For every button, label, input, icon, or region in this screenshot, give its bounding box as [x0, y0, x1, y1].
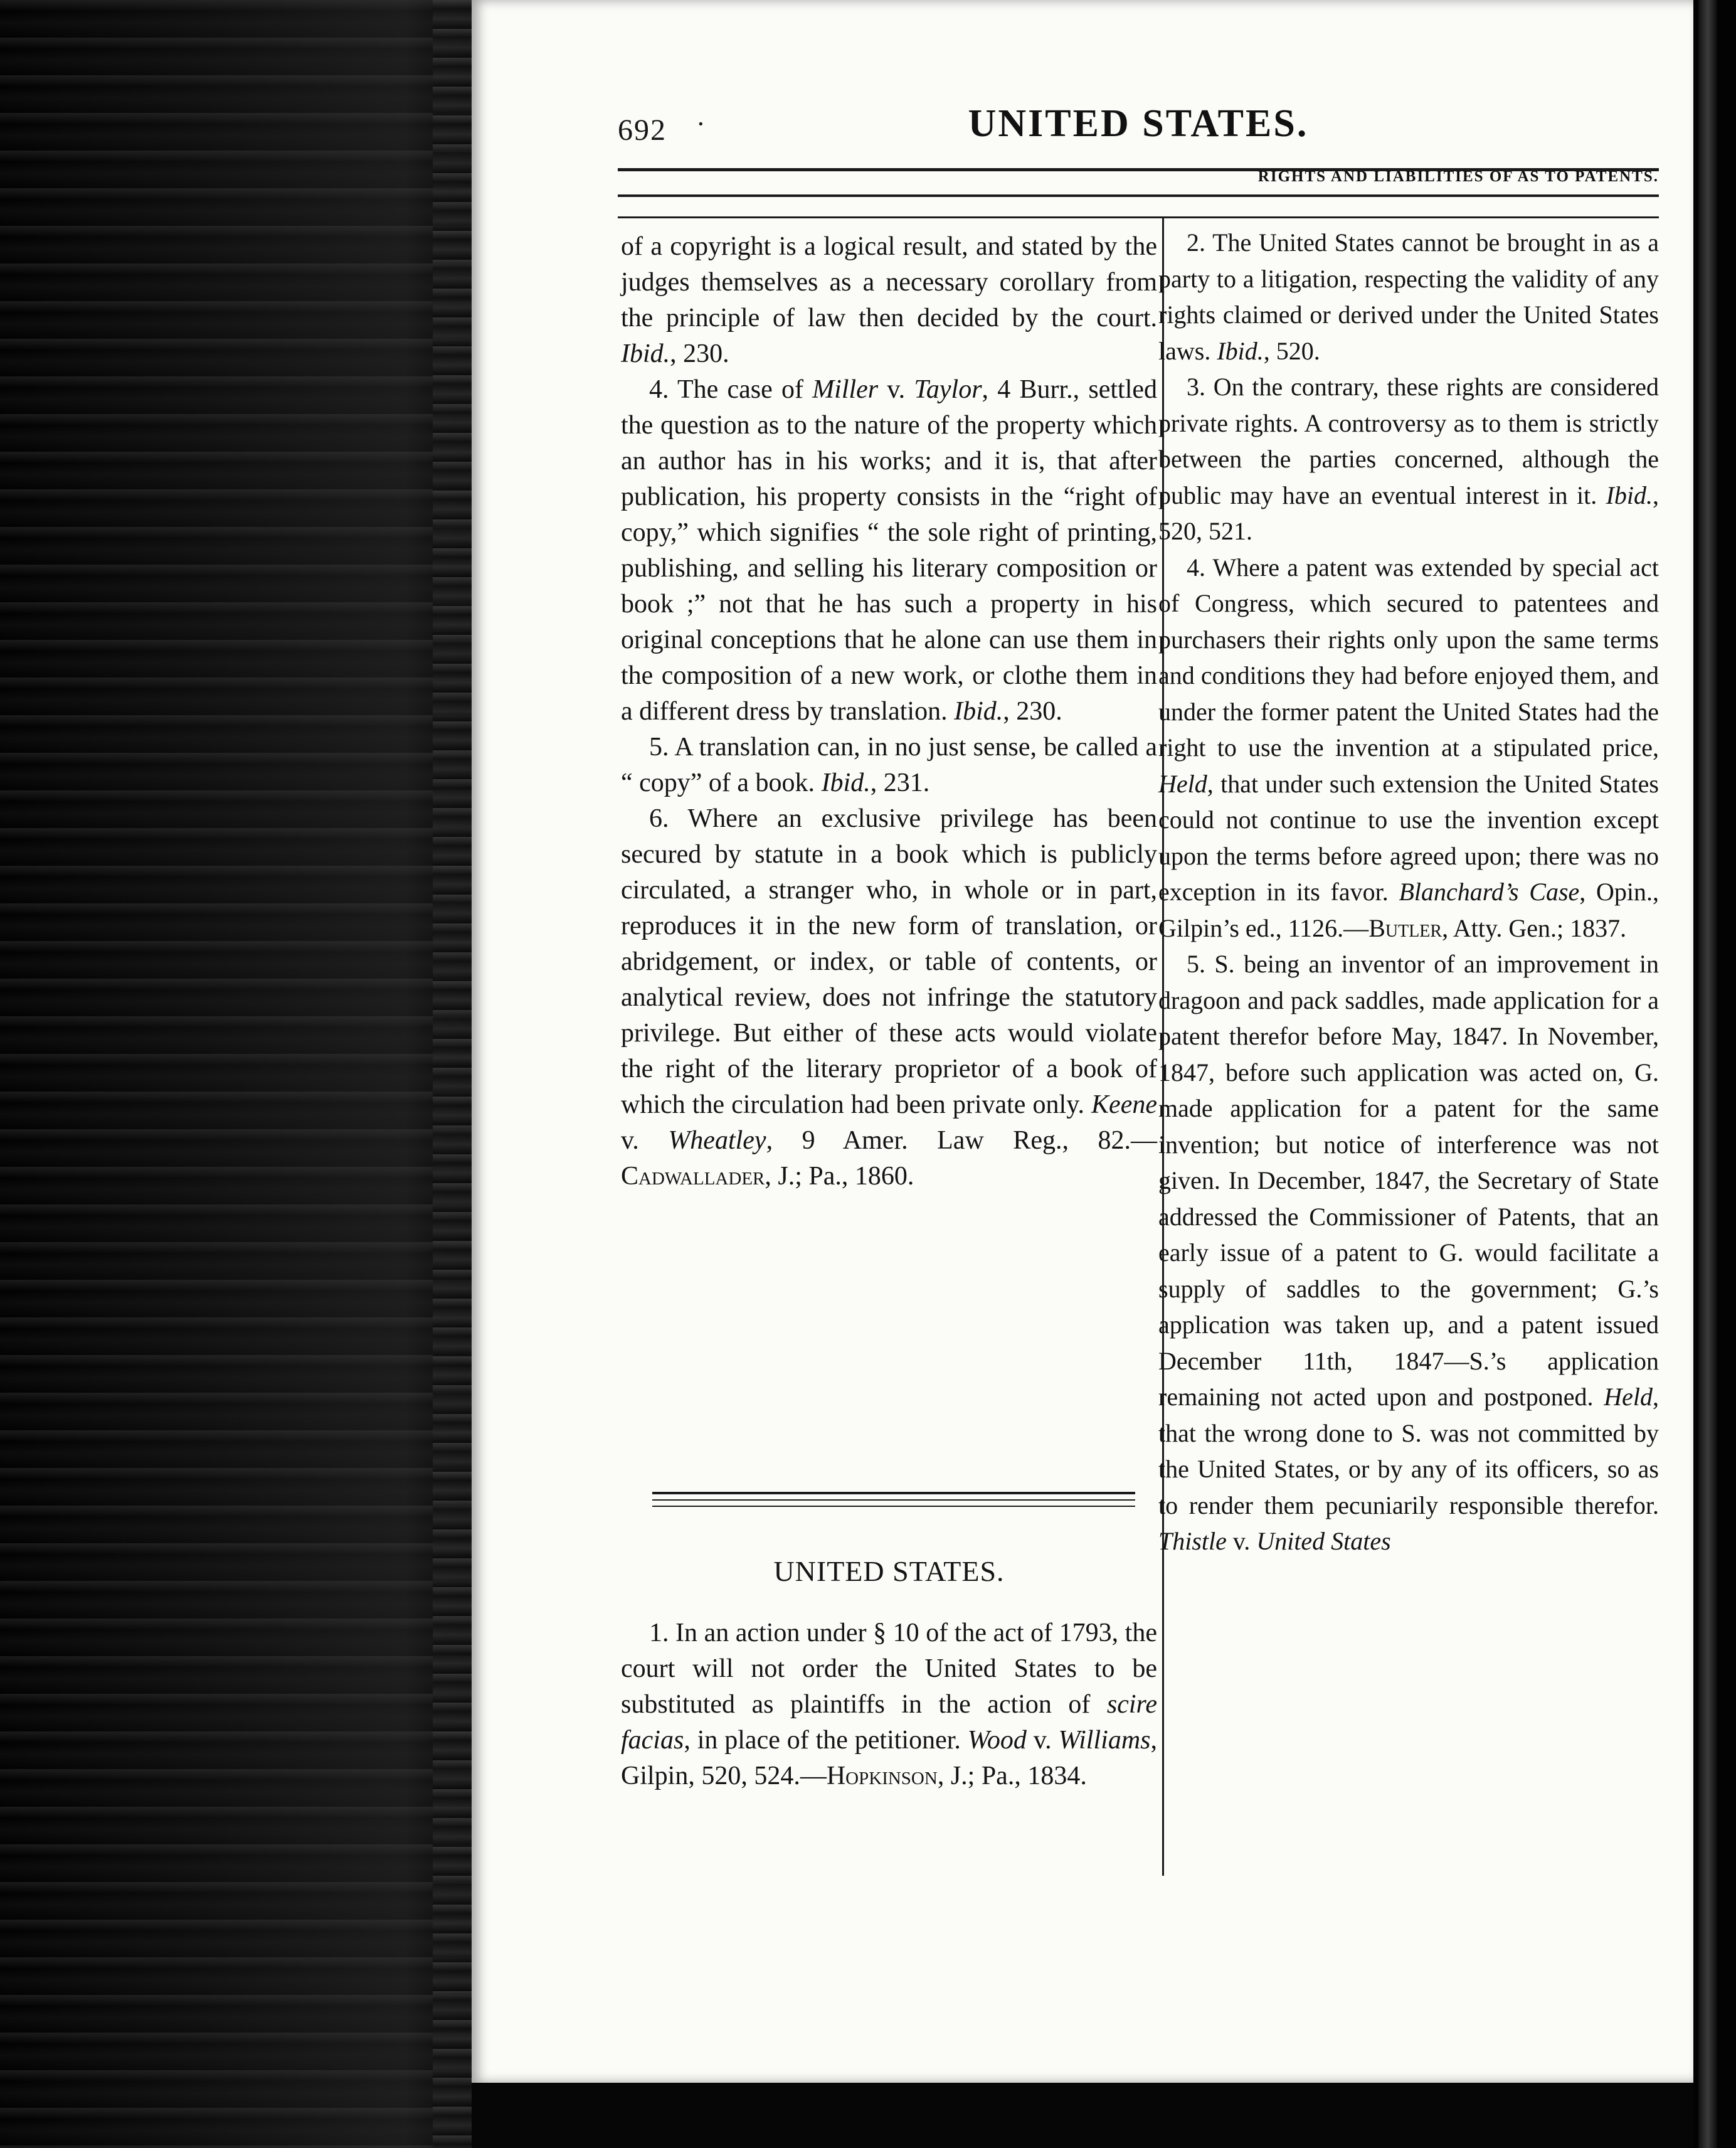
paragraph-3-right: 3. On the contrary, these rights are considered private rights. A controversy as to them is strictly between the parties concerned, although the public may have an eventual interest in it. Ibid., 520, 521. — [1158, 373, 1659, 545]
left-column — [621, 229, 1157, 1194]
section-rule-double — [652, 1499, 1135, 1501]
paragraph-4-left: 4. The case of Miller v. Taylor, 4 Burr., settled the question as to the nature of the property which an author has in his works; and it is, that after publication, his property consists in the “right of copy,” which signifies “ the sole right of printing, publishing, and selling his literary composition or book ;” not that he has such a property in his original conceptions that he alone can use them in the composition of a new work, or clothe them in a different dress by translation. Ibid., 230. — [621, 375, 1158, 726]
scan-border-bottom — [472, 2083, 1693, 2148]
paragraph-5-right: 5. S. being an inventor of an improvement in dragoon and pack saddles, made application for a patent therefor before May, 1847. In November, 1847, before such application was acted on, G. made application for a patent for the same invention; but notice of interference was not given. In December, 1847, the Secretary of State addressed the Commissioner of Patents, that an early issue of a patent to G. would facilitate a supply of saddles to the government; G.’s application was taken up, and a patent issued December 11th, 1847—S.’s application remaining not acted upon and postponed. Held, that the wrong done to S. was not committed by the United States, or by any of its officers, so as to render them pecuniarily responsible therefor. Thistle v. United States — [1158, 950, 1659, 1555]
paragraph-5-left: 5. A translation can, in no just sense, be called a “ copy” of a book. Ibid., 231. — [621, 733, 1157, 797]
paragraph-1-section: 1. In an action under § 10 of the act of 1793, the court will not order the United States to be substituted as plaintiffs in the action of scire facias, in place of the petitioner. Wood v. Williams, Gilpin, 520, 524.—Hopkinson, J.; Pa., 1834. — [621, 1619, 1157, 1790]
page-number-dot: · — [696, 109, 706, 139]
section-heading: UNITED STATES. — [773, 1555, 1005, 1587]
book-binding — [0, 0, 477, 2148]
paragraph-2-right: 2. The United States cannot be brought in as a party to a litigation, respecting the validity of any rights claimed or derived under the United States laws. Ibid., 520. — [1158, 228, 1659, 365]
paragraph-4-right: 4. Where a patent was extended by special act of Congress, which secured to patentees and purchasers their rights only upon the same terms and conditions they had before enjoyed them, and under the former patent the United States had the right to use the invention at a stipulated price, Held, that under such extension the United States could not continue to use the invention except upon the terms before agreed upon; there was no exception in its favor. Blanchard’s Case, Opin., Gilpin’s ed., 1126.—Butler, Atty. Gen.; 1837. — [1158, 553, 1659, 942]
page-number: 692 — [618, 114, 667, 147]
paragraph-continuation: of a copyright is a logical result, and stated by the judges themselves as a necessary corollary from the principle of law then decided by the court. Ibid., 230. — [621, 232, 1157, 368]
subhead-rule — [618, 194, 1659, 197]
section-rule-triple — [652, 1506, 1135, 1507]
section-body — [621, 1615, 1157, 1794]
subhead-rule-lower — [618, 216, 1659, 218]
right-column — [1158, 225, 1659, 1560]
scan-edge-strip — [1698, 0, 1717, 2148]
book-page-edges — [433, 0, 477, 2148]
paragraph-6-left: 6. Where an exclusive privilege has been secured by statute in a book which is publicly circulated, a stranger who, in whole or in part, reproduces it in the new form of translation, or abridgement, or index, or table of contents, or analytical review, does not infringe the statutory privilege. But either of these acts would violate the right of the literary proprietor of a book of which the circulation had been private only. Keene v. Wheatley, 9 Amer. Law Reg., 82.—Cadwallader, J.; Pa., 1860. — [621, 804, 1157, 1191]
section-rule — [652, 1492, 1135, 1494]
running-subhead-wrap — [618, 0, 1659, 188]
running-head-title: UNITED STATES. — [968, 102, 1309, 145]
running-subhead: RIGHTS AND LIABILITIES OF AS TO PATENTS. — [1257, 168, 1659, 185]
